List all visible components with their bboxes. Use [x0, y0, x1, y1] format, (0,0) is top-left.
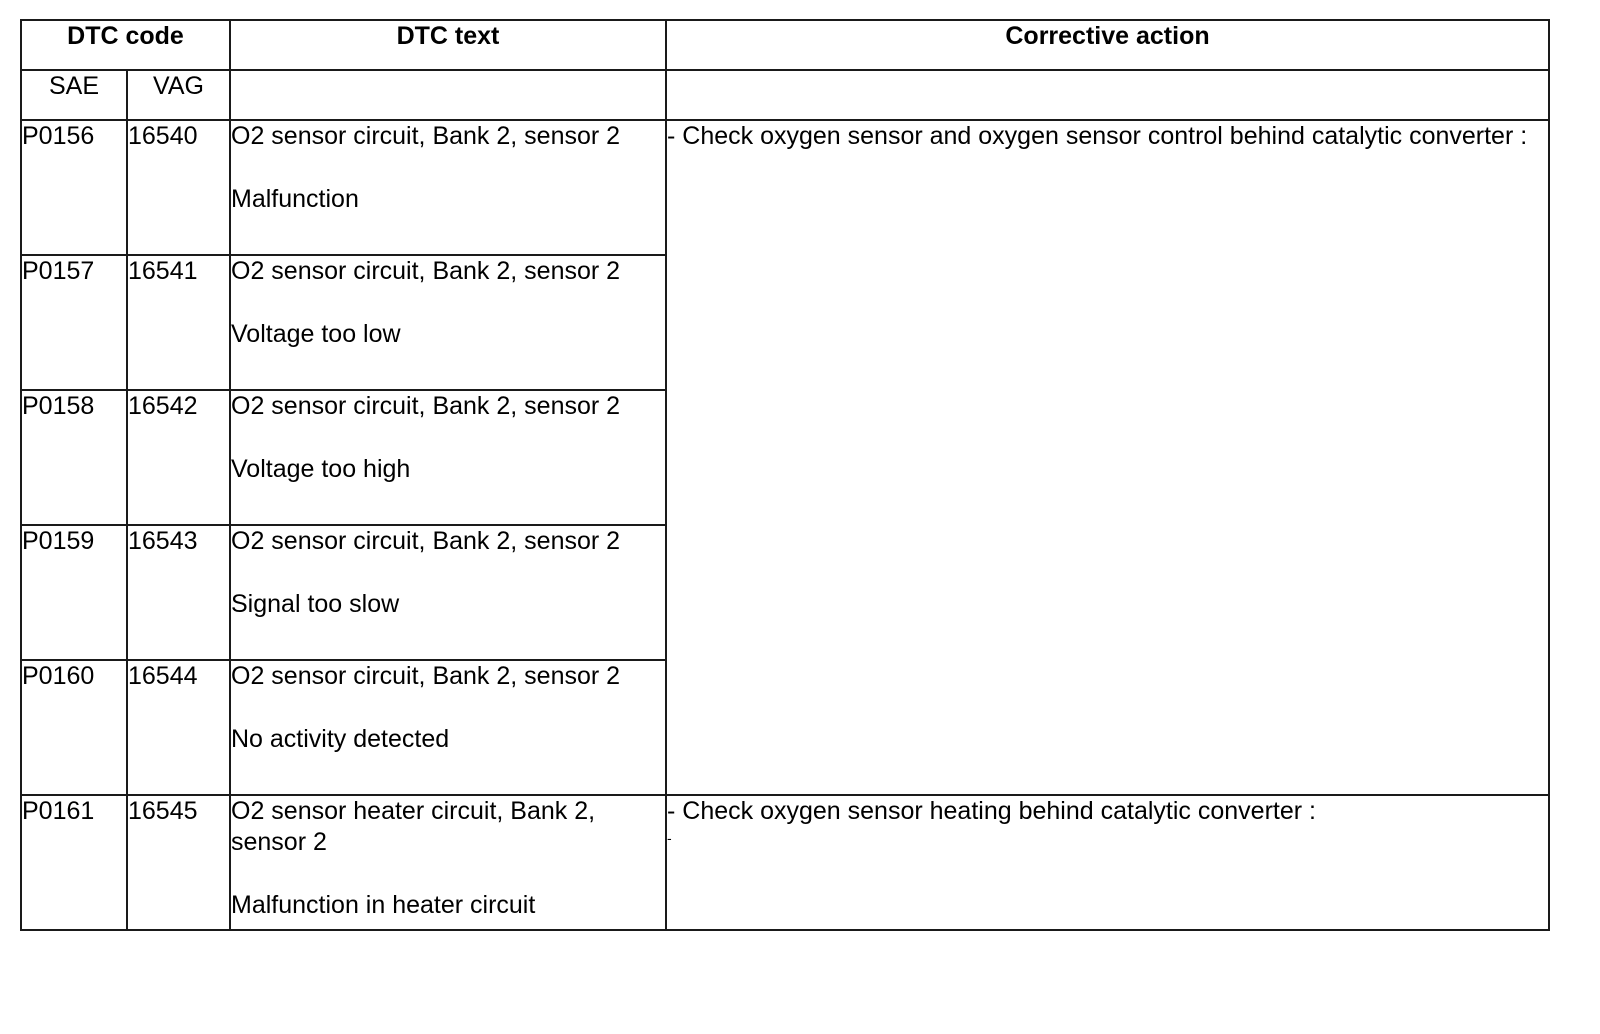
corrective-action-extra: - [667, 830, 672, 846]
dtc-text-line1: O2 sensor circuit, Bank 2, sensor 2 [231, 257, 621, 285]
dtc-text-line2: Malfunction [231, 185, 359, 213]
table-row [21, 795, 1549, 930]
subheader-row [21, 70, 1549, 120]
vag-code: 16545 [127, 795, 230, 930]
dtc-table [20, 19, 1550, 931]
vag-code: 16541 [127, 255, 230, 390]
dtc-text-line1: O2 sensor circuit, Bank 2, sensor 2 [231, 527, 621, 555]
subheader-empty-text [230, 70, 666, 120]
sae-code: P0157 [21, 255, 127, 390]
corrective-action-cell [666, 120, 1549, 795]
dtc-text-cell [230, 660, 666, 795]
sae-code: P0159 [21, 525, 127, 660]
dtc-text-cell [230, 525, 666, 660]
corrective-action-text: - Check oxygen sensor and oxygen sensor control behind catalytic converter : [667, 122, 1528, 150]
sae-code: P0161 [21, 795, 127, 930]
subheader-sae: SAE [21, 70, 127, 120]
subheader-vag: VAG [127, 70, 230, 120]
dtc-text-cell [230, 255, 666, 390]
table-row [21, 120, 1549, 255]
vag-code: 16540 [127, 120, 230, 255]
header-dtc-code: DTC code [21, 20, 230, 70]
subheader-empty-action [666, 70, 1549, 120]
dtc-text-line1: O2 sensor circuit, Bank 2, sensor 2 [231, 122, 621, 150]
dtc-text-line2: Voltage too high [231, 455, 411, 483]
vag-code: 16542 [127, 390, 230, 525]
sae-code: P0160 [21, 660, 127, 795]
dtc-text-cell [230, 390, 666, 525]
header-dtc-text: DTC text [230, 20, 666, 70]
dtc-text-line1: O2 sensor heater circuit, Bank 2, sensor 2 [231, 797, 596, 856]
dtc-text-cell [230, 120, 666, 255]
vag-code: 16543 [127, 525, 230, 660]
dtc-text-line1: O2 sensor circuit, Bank 2, sensor 2 [231, 392, 621, 420]
corrective-action-cell [666, 795, 1549, 930]
dtc-text-line2: Malfunction in heater circuit [231, 891, 536, 919]
header-row [21, 20, 1549, 70]
dtc-text-line2: No activity detected [231, 725, 450, 753]
sae-code: P0156 [21, 120, 127, 255]
corrective-action-text: - Check oxygen sensor heating behind catalytic converter : [667, 797, 1316, 825]
header-corrective-action: Corrective action [666, 20, 1549, 70]
dtc-text-line1: O2 sensor circuit, Bank 2, sensor 2 [231, 662, 621, 690]
dtc-text-line2: Voltage too low [231, 320, 401, 348]
vag-code: 16544 [127, 660, 230, 795]
sae-code: P0158 [21, 390, 127, 525]
dtc-text-line2: Signal too slow [231, 590, 400, 618]
dtc-text-cell [230, 795, 666, 930]
